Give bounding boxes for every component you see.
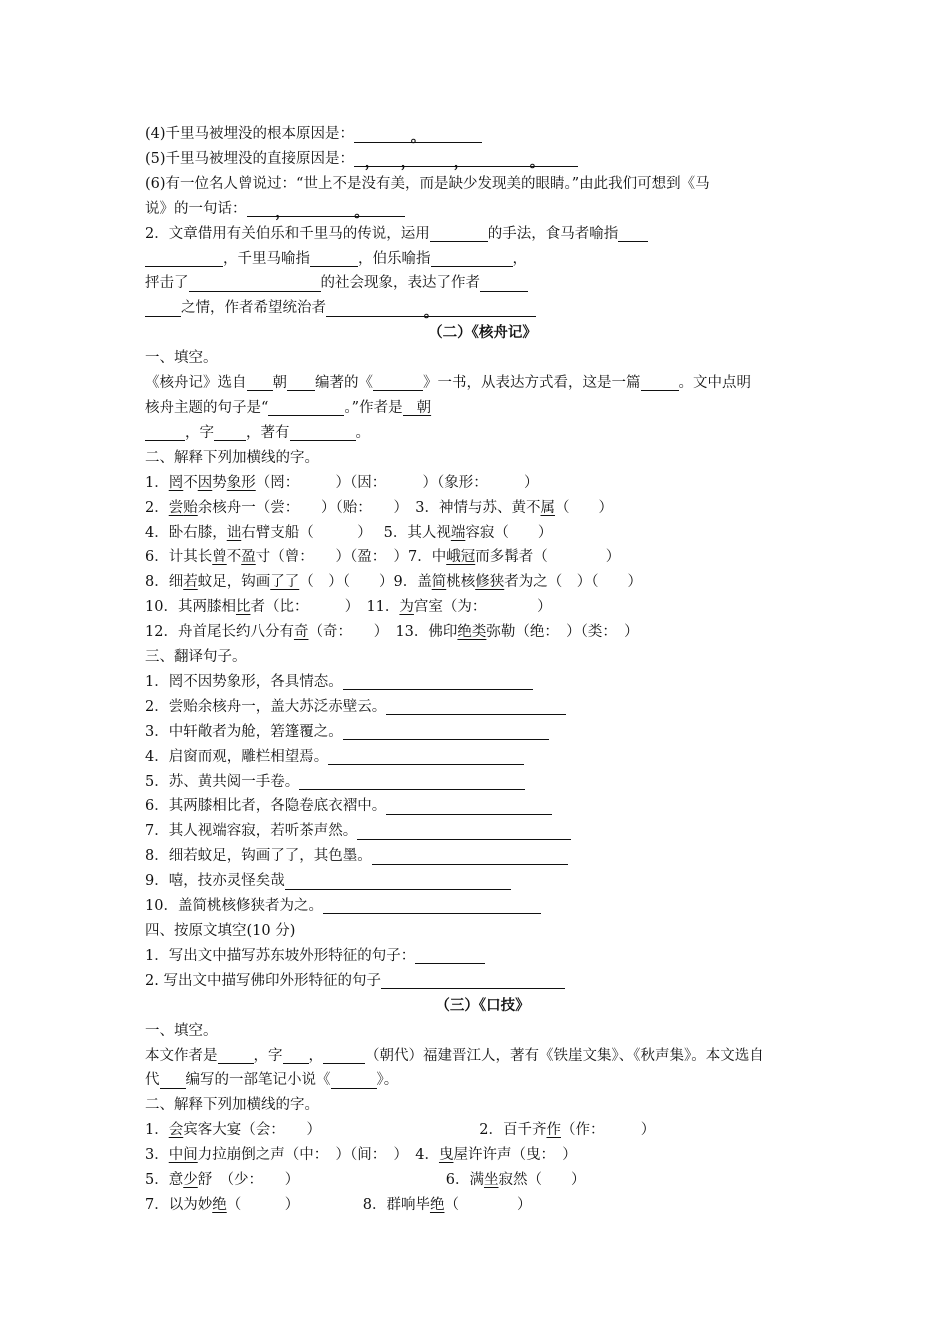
question-text: 编写的一部笔记小说《 bbox=[185, 1072, 331, 1089]
question-text: 的手法，食马者喻指 bbox=[487, 225, 619, 242]
answer-blank[interactable] bbox=[331, 1073, 377, 1089]
item-text: 6．满 bbox=[445, 1172, 484, 1189]
answer-blank[interactable] bbox=[430, 226, 488, 242]
item-text: 寸（曾： ）（盈： ）7．中 bbox=[255, 549, 447, 566]
underlined-char: 绝 bbox=[429, 1196, 445, 1213]
translate-item bbox=[145, 770, 820, 795]
answer-blank[interactable]: ， bbox=[426, 151, 496, 167]
answer-blank[interactable] bbox=[343, 674, 533, 690]
answer-blank[interactable] bbox=[283, 1048, 309, 1064]
explain-row-1 bbox=[145, 1118, 820, 1143]
answer-blank[interactable] bbox=[310, 251, 358, 267]
item-text: 4．卧右膝， bbox=[145, 524, 227, 541]
item-text: （作： ） bbox=[560, 1122, 656, 1139]
explain-row-4 bbox=[145, 1193, 820, 1218]
explain-row-1 bbox=[145, 471, 820, 496]
explain-row-4 bbox=[145, 545, 820, 570]
answer-blank[interactable] bbox=[323, 898, 541, 914]
underlined-char: 坐 bbox=[483, 1172, 499, 1189]
answer-blank[interactable] bbox=[328, 749, 524, 765]
answer-blank[interactable] bbox=[247, 375, 273, 391]
item-text: 8．细 bbox=[145, 574, 184, 591]
recall-item-2 bbox=[145, 969, 820, 994]
answer-blank[interactable]: 。 bbox=[496, 151, 578, 167]
question-4 bbox=[145, 122, 820, 147]
question-text: 2. 写出文中描写佛印外形特征的句子 bbox=[145, 972, 381, 989]
answer-blank[interactable] bbox=[641, 375, 679, 391]
recall-item-1 bbox=[145, 944, 820, 969]
item-text: 7．以为妙 bbox=[145, 1196, 213, 1213]
underlined-char: 作 bbox=[546, 1122, 561, 1139]
underlined-char: 绝类 bbox=[457, 624, 487, 641]
question-text: 说》的一句话： bbox=[145, 200, 247, 217]
question-5 bbox=[145, 147, 820, 172]
question-text: 核舟主题的句子是“ bbox=[145, 399, 269, 416]
answer-blank[interactable]: 。 bbox=[326, 301, 536, 317]
question-text: （朝代）福建晋江人，著有《铁崖文集》、《秋声集》。本文选自 bbox=[365, 1047, 764, 1064]
answer-blank[interactable] bbox=[268, 400, 344, 416]
item-text: （ ） bbox=[444, 1196, 532, 1213]
item-text: 弥勒（绝： ）（类： ） bbox=[486, 624, 639, 641]
explain-row-6 bbox=[145, 595, 820, 620]
answer-blank[interactable] bbox=[299, 774, 525, 790]
item-text: 2． bbox=[145, 499, 169, 516]
question-text: 之情，作者希望统治者 bbox=[181, 300, 326, 317]
question-text: ，伯乐喻指 bbox=[358, 250, 431, 267]
question-text: (5)千里马被埋没的直接原因是： bbox=[145, 150, 355, 167]
underlined-char: 为 bbox=[399, 599, 414, 616]
translate-item bbox=[145, 894, 820, 919]
underlined-char: 因 bbox=[197, 474, 213, 491]
sentence-text: 7．其人视端容寂，若听茶声然。 bbox=[145, 823, 358, 840]
explain-row-3 bbox=[145, 521, 820, 546]
answer-blank[interactable]: 。 bbox=[354, 126, 482, 142]
item-text: 余核舟一（尝： ）（贻： ） 3．神情与苏、黄不 bbox=[197, 499, 541, 516]
question-text: 朝 bbox=[272, 375, 287, 392]
answer-blank[interactable] bbox=[343, 724, 549, 740]
item-text: （ ） bbox=[226, 1196, 300, 1213]
question-text: 《核舟记》选自 bbox=[145, 375, 247, 392]
question-2-line2 bbox=[145, 247, 820, 272]
sentence-text: 3．中轩敞者为舱，箬篷覆之。 bbox=[145, 723, 343, 740]
underlined-char: 若 bbox=[183, 574, 198, 591]
question-text: (4)千里马被埋没的根本原因是： bbox=[145, 126, 355, 142]
answer-blank[interactable]: 。 bbox=[319, 201, 405, 217]
item-text: 屋许许声（曳： ） bbox=[453, 1147, 577, 1164]
answer-blank[interactable] bbox=[160, 1073, 186, 1089]
underlined-char: 比 bbox=[235, 599, 251, 616]
item-text: （罔： ）（因： ）（象形： ） bbox=[255, 474, 539, 491]
answer-blank[interactable]: ， bbox=[390, 151, 426, 167]
answer-blank[interactable] bbox=[373, 375, 423, 391]
sentence-text: 5．苏、黄共阅一手卷。 bbox=[145, 773, 300, 790]
fill-line-2 bbox=[145, 396, 820, 421]
answer-blank[interactable] bbox=[218, 1048, 254, 1064]
underlined-char: 贻 bbox=[183, 499, 198, 516]
item-text: 而多髯者（ ） bbox=[475, 549, 621, 566]
fill-line-3 bbox=[145, 421, 820, 446]
question-text: 抨击了 bbox=[145, 275, 189, 292]
item-text: 桃核 bbox=[446, 574, 476, 591]
subsection-heading: 四、按原文填空(10 分) bbox=[145, 923, 296, 939]
answer-blank[interactable]: ， bbox=[354, 151, 390, 167]
question-text: 。 bbox=[355, 424, 370, 441]
answer-blank[interactable] bbox=[386, 699, 566, 715]
underlined-char: 了了 bbox=[270, 574, 300, 591]
question-text: 》。 bbox=[376, 1072, 399, 1089]
answer-blank[interactable] bbox=[145, 251, 223, 267]
underlined-char: 端 bbox=[450, 524, 466, 541]
question-text: ， bbox=[308, 1047, 323, 1064]
answer-blank[interactable] bbox=[214, 425, 246, 441]
item-text: 宾客大宴（会： ） bbox=[183, 1122, 321, 1139]
sentence-text: 9．嘻，技亦灵怪矣哉 bbox=[145, 873, 285, 890]
answer-blank[interactable] bbox=[323, 1048, 365, 1064]
translate-item bbox=[145, 869, 820, 894]
translate-item bbox=[145, 819, 820, 844]
subsection-heading: 二、解释下列加横线的字。 bbox=[145, 1097, 319, 1114]
answer-blank[interactable] bbox=[386, 799, 552, 815]
answer-blank[interactable] bbox=[357, 824, 571, 840]
item-text: 寂然（ ） bbox=[498, 1172, 586, 1189]
question-text: 编著的《 bbox=[315, 375, 373, 392]
underlined-char: 修狭 bbox=[475, 574, 505, 591]
answer-blank[interactable] bbox=[189, 276, 321, 292]
answer-blank[interactable] bbox=[431, 251, 513, 267]
translate-item bbox=[145, 695, 820, 720]
item-text: 1． bbox=[145, 474, 169, 491]
answer-blank[interactable]: ， bbox=[247, 201, 319, 217]
question-text: 朝 bbox=[416, 399, 432, 416]
sentence-text: 1．罔不因势象形，各具情态。 bbox=[145, 673, 343, 690]
underlined-char: 曳 bbox=[438, 1147, 454, 1164]
answer-blank[interactable] bbox=[145, 300, 181, 316]
item-text: 不 bbox=[226, 549, 242, 566]
item-text: 5．意 bbox=[145, 1172, 184, 1189]
answer-blank[interactable] bbox=[480, 276, 528, 292]
answer-blank[interactable] bbox=[145, 425, 185, 441]
item-text: 者（比： ） 11． bbox=[250, 599, 400, 616]
sentence-text: 4．启窗而观，雕栏相望焉。 bbox=[145, 748, 329, 765]
question-2-line4 bbox=[145, 296, 820, 321]
question-text: ，千里马喻指 bbox=[223, 250, 310, 267]
answer-blank[interactable] bbox=[290, 425, 356, 441]
explain-row-5 bbox=[145, 570, 820, 595]
item-text: 容寂（ ） bbox=[465, 524, 553, 541]
item-text: 力拉崩倒之声（中： ）（间： ） 4． bbox=[197, 1147, 439, 1164]
question-2-line3 bbox=[145, 271, 820, 296]
sentence-text: 8．细若蚊足，钩画了了，其色墨。 bbox=[145, 848, 372, 865]
answer-blank[interactable] bbox=[287, 375, 315, 391]
answer-blank[interactable] bbox=[372, 848, 568, 864]
translate-item bbox=[145, 670, 820, 695]
question-text: 。文中点明 bbox=[678, 375, 751, 392]
item-text: 不 bbox=[183, 474, 198, 491]
answer-blank[interactable] bbox=[618, 226, 648, 242]
underlined-char: 盈 bbox=[241, 549, 256, 566]
sentence-text: 2．尝贻余核舟一，盖大苏泛赤壁云。 bbox=[145, 698, 387, 715]
fill-line-1 bbox=[145, 1044, 820, 1069]
item-text: 势 bbox=[212, 474, 227, 491]
question-text: 。”作者是 bbox=[344, 399, 403, 416]
explain-row-2 bbox=[145, 1143, 820, 1168]
question-text: ， bbox=[512, 250, 527, 267]
translate-item bbox=[145, 844, 820, 869]
fill-line-1 bbox=[145, 371, 820, 396]
underlined-char: 曾 bbox=[212, 549, 227, 566]
underlined-char: 属 bbox=[540, 499, 555, 516]
answer-blank[interactable] bbox=[285, 873, 511, 889]
question-text: ，著有 bbox=[246, 424, 290, 441]
sentence-text: 6．其两膝相比者，各隐卷底衣褶中。 bbox=[145, 798, 387, 815]
question-text: 1．写出文中描写苏东坡外形特征的句子： bbox=[145, 947, 416, 964]
subsection-heading: 二、解释下列加横线的字。 bbox=[145, 449, 319, 466]
question-text: ，字 bbox=[185, 424, 214, 441]
item-text: （奇： ） 13．佛印 bbox=[308, 624, 458, 641]
item-text: 10．其两膝相 bbox=[145, 599, 236, 616]
answer-blank[interactable] bbox=[415, 948, 485, 964]
translate-item bbox=[145, 720, 820, 745]
underlined-char: 诎 bbox=[226, 524, 242, 541]
question-text: 的社会现象，表达了作者 bbox=[320, 275, 480, 292]
section-title-kouji: （三）《口技》 bbox=[435, 996, 530, 1014]
fill-line-2 bbox=[145, 1068, 820, 1093]
underlined-char: 罔 bbox=[168, 474, 184, 491]
underlined-char: 绝 bbox=[212, 1196, 227, 1213]
question-2-line1 bbox=[145, 222, 820, 247]
explain-row-2 bbox=[145, 496, 820, 521]
question-6-line2 bbox=[145, 197, 820, 222]
question-text: 本文作者是 bbox=[145, 1047, 218, 1064]
underlined-char: 少 bbox=[183, 1172, 198, 1189]
translate-item bbox=[145, 745, 820, 770]
item-text: 8．群响毕 bbox=[362, 1196, 430, 1213]
question-text: 代 bbox=[145, 1072, 160, 1089]
subsection-heading: 一、填空。 bbox=[145, 1022, 218, 1039]
sentence-text: 10．盖简桃核修狭者为之。 bbox=[145, 898, 323, 915]
answer-blank[interactable] bbox=[403, 400, 417, 416]
explain-row-3 bbox=[145, 1168, 820, 1193]
explain-row-7 bbox=[145, 620, 820, 645]
item-text: 者为之（ ）（ ） bbox=[504, 574, 642, 591]
question-text: 2．文章借用有关伯乐和千里马的传说，运用 bbox=[145, 225, 430, 242]
underlined-char: 会 bbox=[168, 1122, 184, 1139]
item-text: 2．百千齐 bbox=[479, 1122, 547, 1139]
section-title-hezhouji: （二）《核舟记》 bbox=[428, 324, 537, 342]
item-text: （ ）（ ）9．盖 bbox=[299, 574, 432, 591]
question-6-line1 bbox=[145, 172, 820, 197]
underlined-char: 奇 bbox=[293, 624, 309, 641]
item-text: 舒 （少： ） bbox=[197, 1172, 300, 1189]
item-text: 12．舟首尾长约八分有 bbox=[145, 624, 294, 641]
question-text: 》一书，从表达方式看，这是一篇 bbox=[423, 375, 641, 392]
item-text: 蚊足，钩画 bbox=[197, 574, 271, 591]
underlined-char: 尝 bbox=[168, 499, 184, 516]
subsection-heading: 三、翻译句子。 bbox=[145, 649, 247, 666]
item-text: 3． bbox=[145, 1147, 169, 1164]
subsection-heading: 一、填空。 bbox=[145, 350, 218, 367]
item-text: 宫室（为： ） bbox=[413, 599, 552, 616]
item-text: 1． bbox=[145, 1122, 169, 1139]
question-text: (6)有一位名人曾说过：“世上不是没有美，而是缺少发现美的眼睛。”由此我们可想到《马 bbox=[145, 175, 710, 192]
underlined-char: 简 bbox=[431, 574, 447, 591]
underlined-char: 象形 bbox=[226, 474, 256, 491]
translate-item bbox=[145, 794, 820, 819]
item-text: 右臂支船（ ） 5．其人视 bbox=[241, 524, 451, 541]
underlined-char: 峨冠 bbox=[446, 549, 476, 566]
underlined-char: 中间 bbox=[168, 1147, 198, 1164]
question-text: ，字 bbox=[253, 1047, 283, 1064]
worksheet-page bbox=[145, 122, 820, 1218]
item-text: 6．计其长 bbox=[145, 549, 213, 566]
item-text: （ ） bbox=[554, 499, 613, 516]
answer-blank[interactable] bbox=[381, 973, 565, 989]
